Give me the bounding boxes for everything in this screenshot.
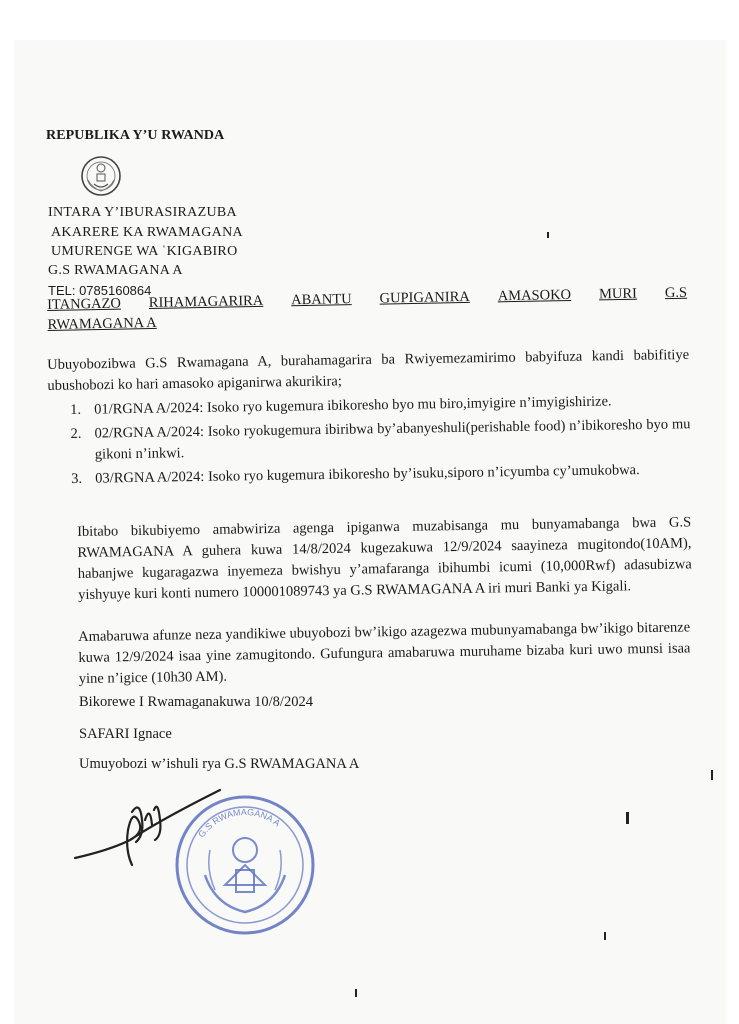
list-item-number: 3. [71,470,83,487]
subject-word: RIHAMAGARIRA [148,292,264,312]
list-item-text: 03/RGNA A/2024: Isoko ryo kugemura ibikoresho by’isuku,siporo n’icyumba cy’umukobwa. [95,462,640,487]
list-item-number: 1. [70,401,82,418]
signatory-name: SAFARI Ignace [79,726,172,742]
province-line: INTARA Y’IBURASIRAZUBA [48,205,237,220]
intro-paragraph: Ubuyobozibwa G.S Rwamagana A, burahamagarira ba Rwiyemezamirimo babyifuza kandi babifitiye ubushobozi ko hari amasoko apiganirwa akurikira; [47,346,690,394]
list-item [70,414,691,466]
sector-line: UMURENGE WA ˈKIGABIRO [51,244,238,259]
phone-line: TEL: 0785160864 [48,283,152,298]
speck-mark [711,770,713,780]
subject-word: MURI [598,285,638,303]
documents-paragraph: Ibitabo bikubiyemo amabwiriza agenga ipiganwa muzabisanga mu bunyamabanga bwa G.S RWAMAGANA A guhera kuwa 14/8/2024 kugezakuwa 12/9/2024 saayineza mugitondo(10AM), habanjwe kugaragazwa inyemeza bwishyu y’amafaranga ibihumbi icumi (10,000Rwf) adasubizwa yishyuye kuri konti numero 100001089743 ya G.S RWAMAGANA A iri muri Banki ya Kigali. [77,514,692,603]
speck-mark [604,932,606,940]
speck-mark [355,989,357,997]
speck-mark [547,232,549,238]
republic-title: REPUBLIKA Y’U RWANDA [46,128,225,143]
district-line: AKARERE KA RWAMAGANA [51,225,243,240]
subject-word: G.S [664,284,688,302]
subject-word: AMASOKO [497,286,572,305]
rwanda-emblem-icon [78,154,124,198]
subject-word: ABANTU [291,291,352,309]
list-item-text: 02/RGNA A/2024: Isoko ryokugemura ibiribwa by’abanyeshuli(perishable food) n’ibikoresho byo mu gikoni n’inkwi. [94,416,691,463]
school-stamp [170,790,320,940]
speck-mark [626,812,629,824]
school-line: G.S RWAMAGANA A [48,263,183,278]
signatory-title: Umuyobozi w’ishuli rya G.S RWAMAGANA A [79,756,360,772]
done-at-line: Bikorewe I Rwamaganakuwa 10/8/2024 [79,694,313,710]
subject-line-2: RWAMAGANA A [47,314,157,333]
list-item-number: 2. [70,425,82,442]
submission-paragraph: Amabaruwa afunze neza yandikiwe ubuyobozi bw’ikigo azagezwa mubunyamabanga bw’ikigo bitarenze kuwa 12/9/2024 isaa yine zamugitondo. Gufungura amabaruwa muruhame bizaba kuri uwo munsi isaa yine n’igice (10h30 AM). [78,619,691,687]
subject-word: GUPIGANIRA [379,288,470,307]
stamp-text: G.S RWAMAGANA A [196,806,283,840]
tender-list [70,390,691,493]
subject-word: ITANGAZO [47,295,122,313]
list-item-text: 01/RGNA A/2024: Isoko ryo kugemura ibikoresho byo mu biro,imyigire n’imyigishirize. [94,393,612,418]
